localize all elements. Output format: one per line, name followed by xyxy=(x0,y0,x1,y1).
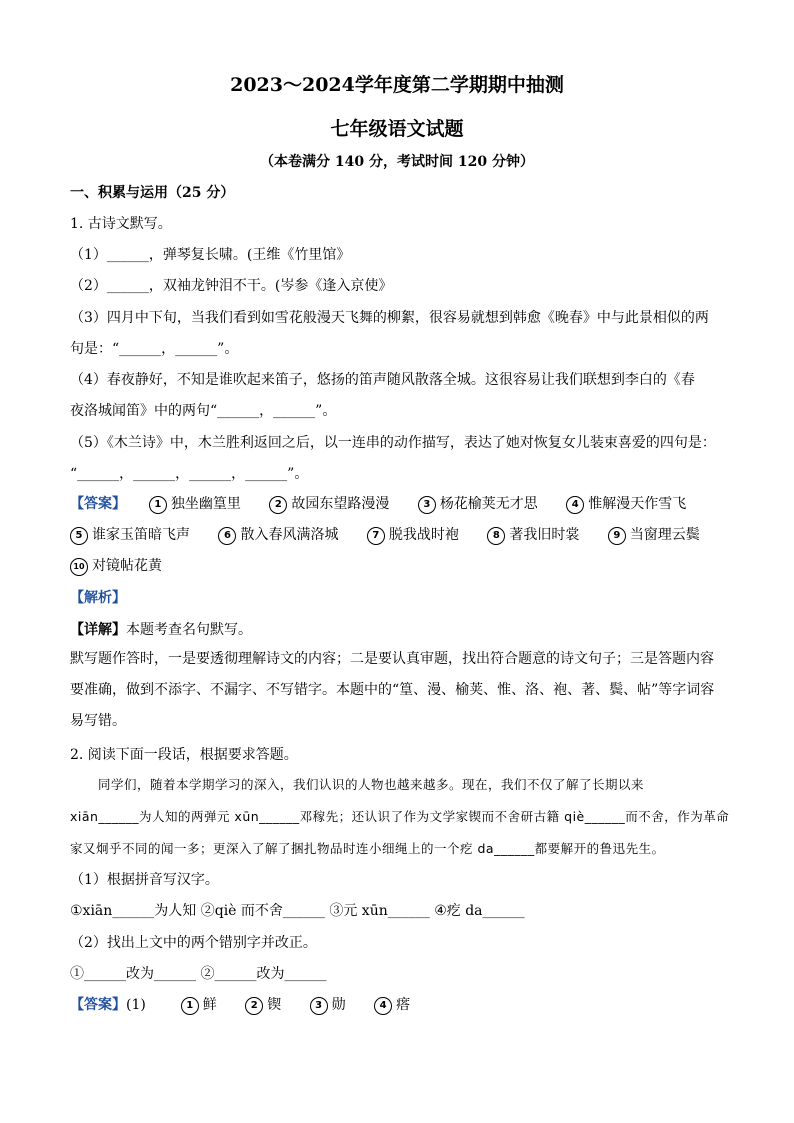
circled-number: 6 xyxy=(218,527,236,545)
passage-line: 同学们，随着本学期学习的深入，我们认识的人物也越来越多。现在，我们不仅了解了长期以来 xyxy=(98,777,645,792)
circled-number: 7 xyxy=(367,527,385,545)
exam-subtitle: 七年级语文试题 xyxy=(330,118,464,140)
passage-line: xiān______为人知的两弹元 xūn______邓稼先；还认识了作为文学家锲而不舍研古籍 qiè______而不舍，作为革命 xyxy=(70,809,730,824)
answer-item: 9 当窗理云鬓 xyxy=(608,520,700,551)
q2-sub2-line: ①______改为______ ②______改为______ xyxy=(70,966,327,982)
circled-number: 4 xyxy=(374,997,392,1015)
q1-item: 夜洛城闻笛》中的两句“______，______”。 xyxy=(70,403,337,419)
q2-sub2: （2）找出上文中的两个错别字并改正。 xyxy=(70,935,317,951)
answer-item: 3 勋 xyxy=(310,994,346,1015)
section-heading: 一、积累与运用（25 分） xyxy=(70,185,235,201)
q1-item: （2）______，双袖龙钟泪不干。(岑参《逢入京使》 xyxy=(70,278,393,294)
q1-item: “______，______，______，______”。 xyxy=(70,466,309,482)
q1-item: 句是：“______，______”。 xyxy=(70,341,239,357)
answer-item: 6 散入春风满洛城 xyxy=(218,520,338,551)
circled-number: 1 xyxy=(181,997,199,1015)
circled-number: 1 xyxy=(149,496,167,514)
circled-number: 5 xyxy=(70,527,88,545)
q2-answer-block xyxy=(70,994,434,1015)
answer-item: 10 对镜帖花黄 xyxy=(70,551,162,582)
answer-item: 4 惟解漫天作雪飞 xyxy=(566,489,686,520)
circled-number: 2 xyxy=(245,997,263,1015)
exam-note: （本卷满分 140 分，考试时间 120 分钟） xyxy=(260,154,534,170)
q1-answer-block xyxy=(70,489,730,582)
answer-item: 3 杨花榆荚无才思 xyxy=(418,489,538,520)
answer-item: 2 锲 xyxy=(245,994,281,1015)
circled-number: 4 xyxy=(566,496,584,514)
q1-item: （4）春夜静好，不知是谁吹起来笛子，悠扬的笛声随风散落全城。这很容易让我们联想到李白的《春 xyxy=(70,372,695,388)
detail-label: 【详解】 xyxy=(70,622,126,638)
q1-stem: 1. 古诗文默写。 xyxy=(70,216,172,232)
answer-item: 1 鲜 xyxy=(181,994,217,1015)
q2-passage xyxy=(70,769,730,865)
answer-item: 4 瘩 xyxy=(374,994,410,1015)
circled-number: 3 xyxy=(310,997,328,1015)
detail-text: 本题考查名句默写。 xyxy=(126,622,252,638)
q1-item: （1）______，弹琴复长啸。(王维《竹里馆》 xyxy=(70,247,351,263)
answer-prefix: (1) xyxy=(126,997,146,1013)
exam-title: 2023～2024学年度第二学期期中抽测 xyxy=(230,74,564,96)
answer-item: 2 故园东望路漫漫 xyxy=(269,489,389,520)
answer-label: 【答案】 xyxy=(70,496,126,512)
analysis-label: 【解析】 xyxy=(70,590,126,606)
circled-number: 2 xyxy=(269,496,287,514)
circled-number: 9 xyxy=(608,527,626,545)
answer-item: 5 谁家玉笛暗飞声 xyxy=(70,520,190,551)
circled-number: 8 xyxy=(487,527,505,545)
answer-item: 7 脱我战时袍 xyxy=(367,520,459,551)
answer-item: 8 著我旧时裳 xyxy=(487,520,579,551)
q2-stem: 2. 阅读下面一段话，根据要求答题。 xyxy=(70,747,298,763)
q2-sub1-line: ①xiān______为人知 ②qiè 而不舍______ ③元 xūn______ ④疙 da______ xyxy=(70,903,525,919)
passage-line: 家又炯乎不同的闻一多；更深入了解了捆扎物品时连小细绳上的一个疙 da______都要解开的鲁迅先生。 xyxy=(70,841,665,856)
answer-item: 1 独坐幽篁里 xyxy=(149,489,241,520)
circled-number: 3 xyxy=(418,496,436,514)
q1-item: （5）《木兰诗》中，木兰胜利返回之后，以一连串的动作描写，表达了她对恢复女儿装束喜爱的四句是： xyxy=(70,435,716,451)
q2-sub1: （1）根据拼音写汉字。 xyxy=(70,872,219,888)
detail-line xyxy=(70,619,252,639)
explanation-text: 默写题作答时，一是要透彻理解诗文的内容；二是要认真审题，找出符合题意的诗文句子；三是答题内容要准确，做到不添字、不漏字、不写错字。本题中的“篁、漫、榆荚、惟、洛、袍、著、鬓、帖”等字词容易写错。 xyxy=(70,651,715,729)
q1-item: （3）四月中下旬，当我们看到如雪花般漫天飞舞的柳絮，很容易就想到韩愈《晚春》中与此景相似的两 xyxy=(70,310,709,326)
answer-label: 【答案】 xyxy=(70,997,126,1013)
circled-number: 10 xyxy=(70,558,88,576)
